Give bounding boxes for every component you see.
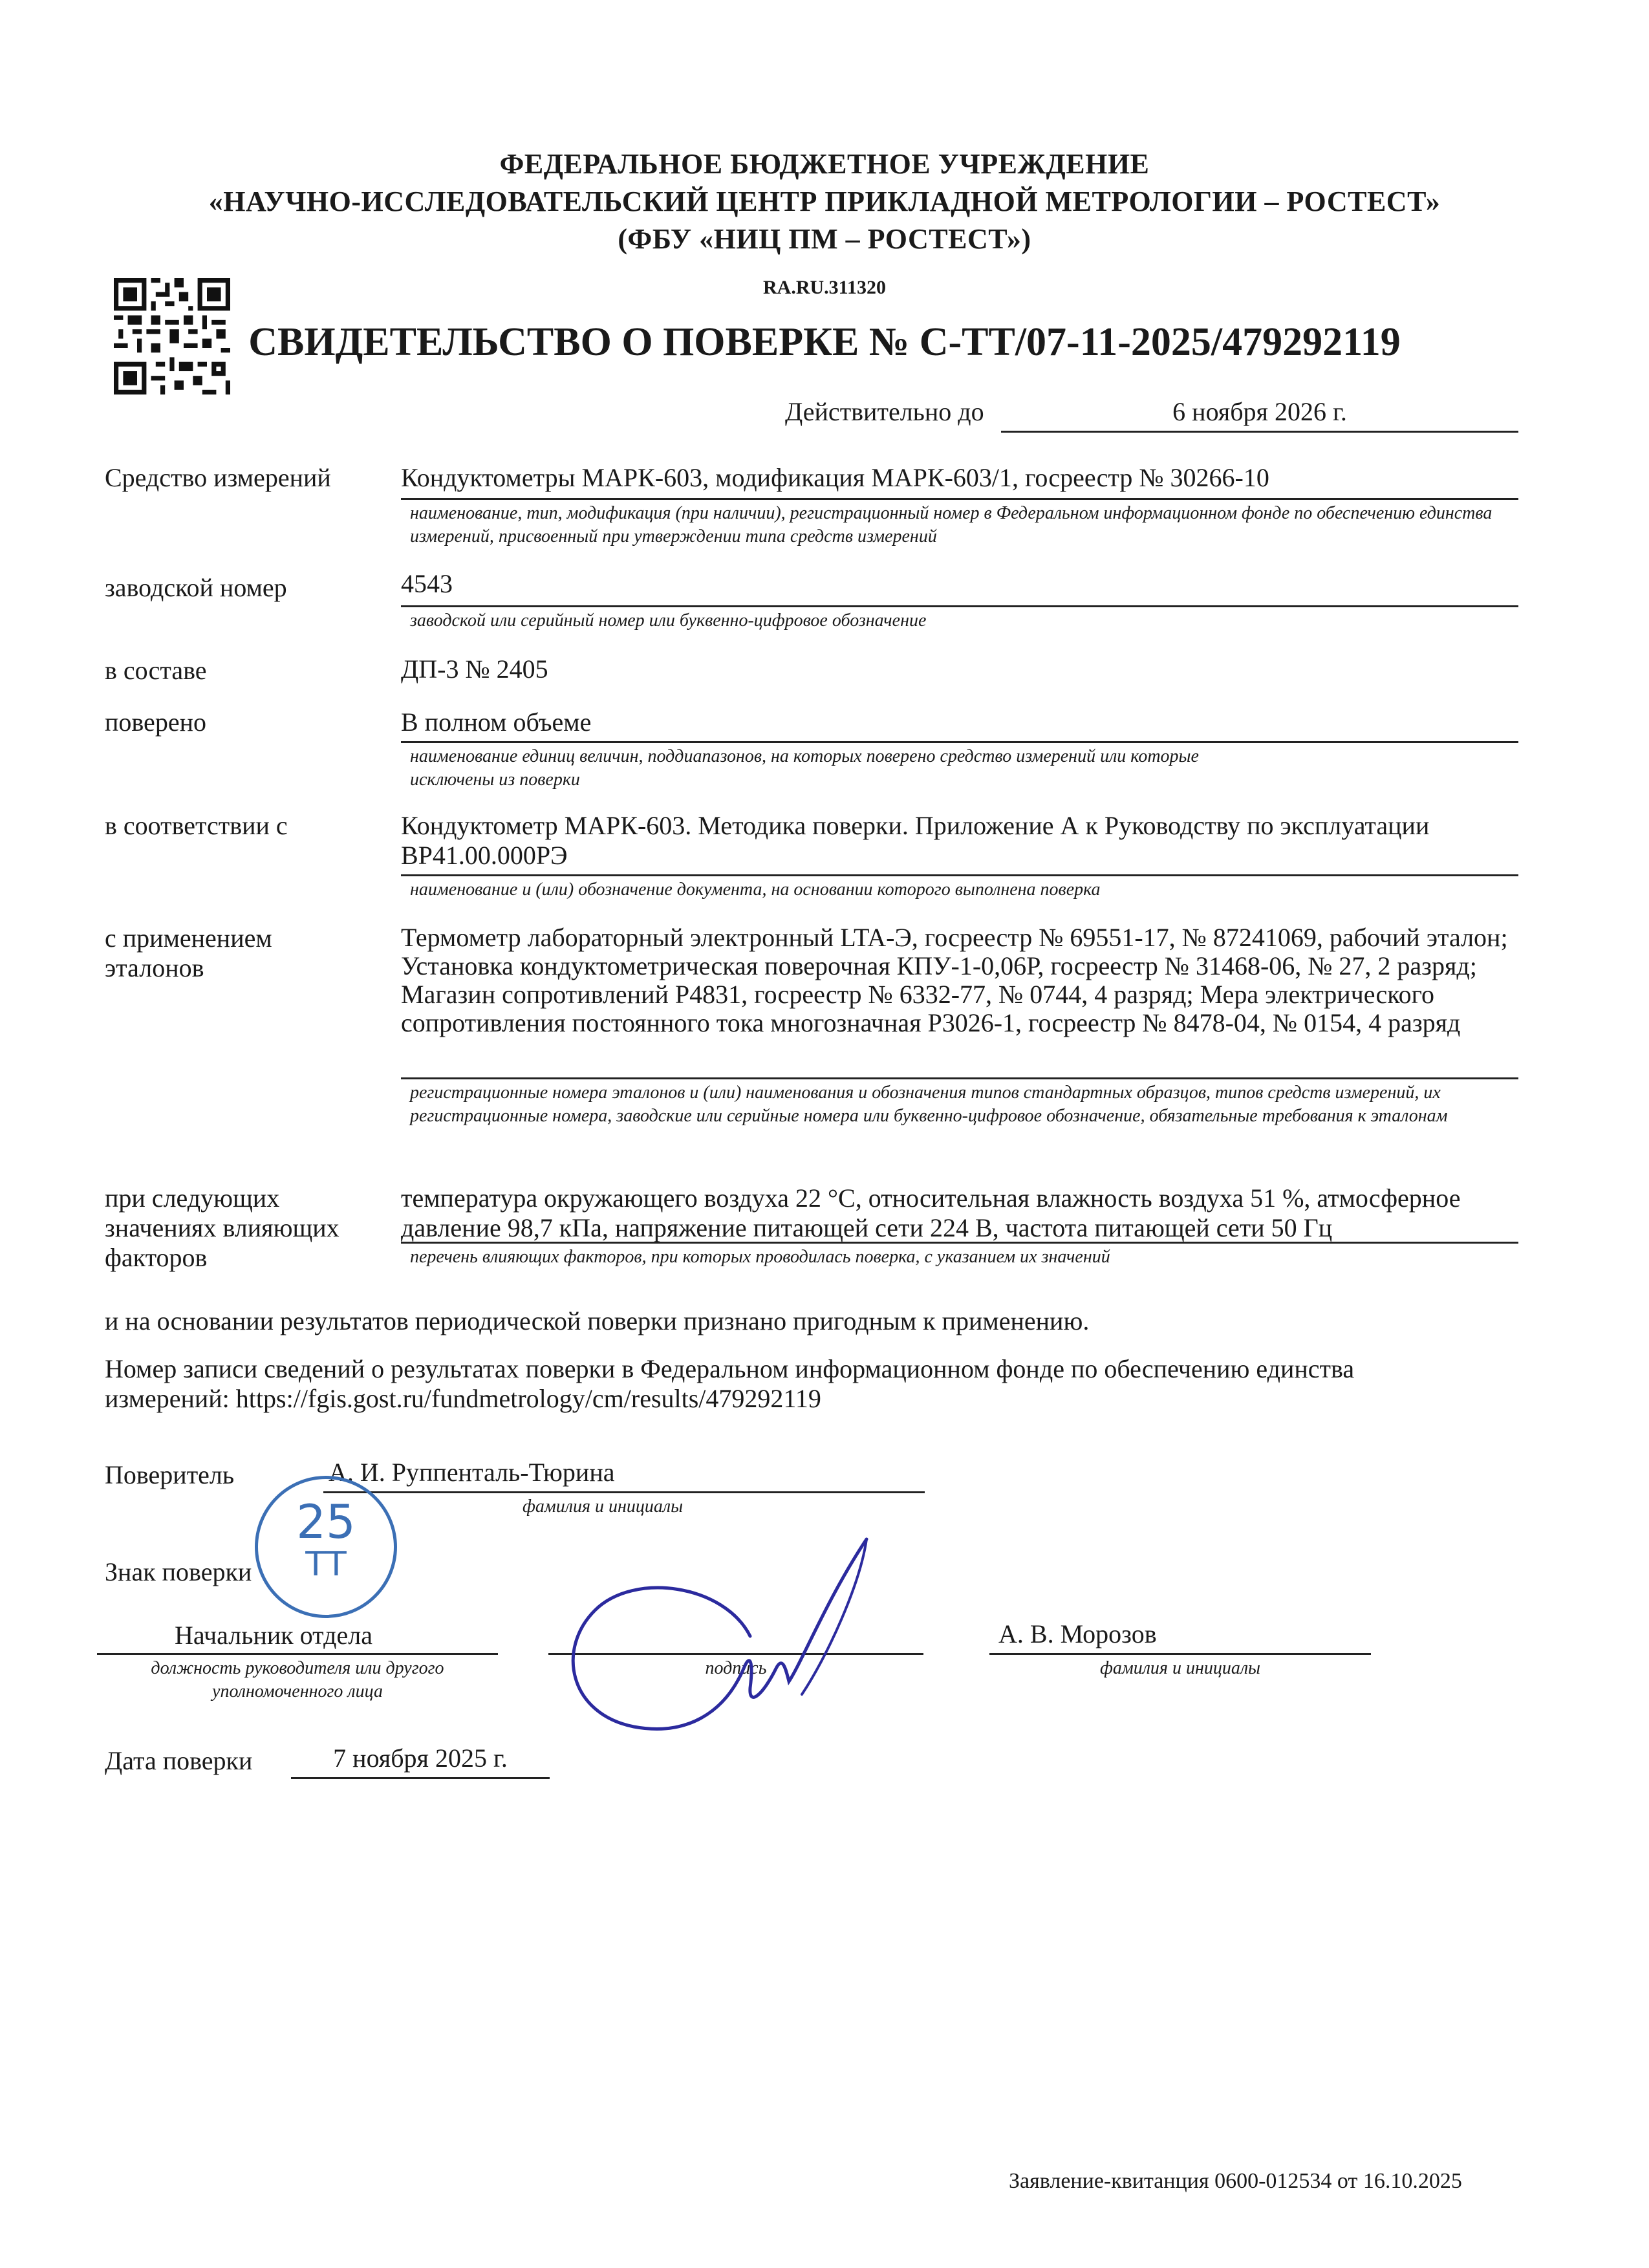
serial-hint: заводской или серийный номер или буквенно-цифровое обозначение: [410, 610, 927, 631]
conditions-label: при следующих значениях влияющих факторов: [105, 1183, 339, 1272]
valid-until-label: Действительно до: [785, 397, 984, 426]
footer-receipt: Заявление-квитанция 0600-012534 от 16.10.2025: [1009, 2169, 1462, 2193]
signature-hint: подпись: [705, 1658, 767, 1678]
stamp-code: ТТ: [305, 1545, 347, 1584]
head-position-hint: должность руководителя или другого уполномоченного лица: [151, 1658, 444, 1701]
according-value: Кондуктометр МАРК-603. Методика поверки. Приложение А к Руководству по эксплуатации ВР41.00.000РЭ: [401, 811, 1430, 870]
org-name-line1: ФЕДЕРАЛЬНОЕ БЮДЖЕТНОЕ УЧРЕЖДЕНИЕ: [499, 148, 1150, 180]
standards-label: с применением эталонов: [105, 923, 272, 982]
verified-hint: наименование единиц величин, поддиапазонов, на которых поверено средство измерений или которые исключены из поверки: [410, 746, 1199, 790]
head-position-underline: [97, 1653, 498, 1655]
verifier-label: Поверитель: [105, 1460, 235, 1489]
instrument-label: Средство измерений: [105, 463, 331, 492]
certificate-title: СВИДЕТЕЛЬСТВО О ПОВЕРКЕ № С-ТТ/07-11-2025/479292119: [248, 320, 1401, 364]
head-name: А. В. Морозов: [998, 1619, 1157, 1648]
head-position: Начальник отдела: [175, 1621, 372, 1650]
verifier-underline: [323, 1491, 925, 1493]
date-value: 7 ноября 2025 г.: [333, 1744, 508, 1773]
composition-value: ДП-3 № 2405: [401, 654, 548, 684]
conclusion-text: и на основании результатов периодической поверки признано пригодным к применению.: [105, 1306, 1090, 1335]
head-name-hint: фамилия и инициалы: [1099, 1658, 1261, 1678]
verified-value: В полном объеме: [401, 707, 592, 737]
verification-stamp: [255, 1476, 397, 1618]
org-name-line2: «НАУЧНО-ИССЛЕДОВАТЕЛЬСКИЙ ЦЕНТР ПРИКЛАДНОЙ МЕТРОЛОГИИ – РОСТЕСТ»: [208, 186, 1441, 217]
conditions-underline: [401, 1242, 1518, 1244]
instrument-underline: [401, 498, 1518, 500]
according-label: в соответствии с: [105, 811, 288, 840]
date-underline: [291, 1777, 550, 1779]
serial-value: 4543: [401, 569, 453, 598]
valid-until-underline: [1001, 431, 1518, 433]
verifier-name: А. И. Руппенталь-Тюрина: [329, 1458, 615, 1487]
according-hint: наименование и (или) обозначение документа, на основании которого выполнена поверка: [410, 880, 1101, 900]
date-label: Дата поверки: [105, 1746, 253, 1775]
stamp-label: Знак поверки: [105, 1557, 252, 1586]
composition-label: в составе: [105, 656, 207, 685]
record-text: Номер записи сведений о результатах поверки в Федеральном информационном фонде по обеспечению единства измерений: https://fgis.gost.ru/fundmetrology/cm/results/479292119: [105, 1354, 1355, 1413]
head-name-underline: [989, 1653, 1371, 1655]
stamp-number: 25: [296, 1495, 356, 1549]
org-short-name: (ФБУ «НИЦ ПМ – РОСТЕСТ»): [618, 223, 1031, 255]
serial-underline: [401, 605, 1518, 607]
verified-label: поверено: [105, 707, 206, 737]
instrument-value: Кондуктометры МАРК-603, модификация МАРК-603/1, госреестр № 30266-10: [401, 463, 1269, 492]
accreditation-number: RA.RU.311320: [762, 277, 886, 298]
signature-icon: [556, 1500, 905, 1785]
verifier-hint: фамилия и инициалы: [523, 1496, 684, 1517]
standards-value: Термометр лабораторный электронный LTA-Э, госреестр № 69551-17, № 87241069, рабочий эталон; Установка кондуктометрическая поверочная КПУ-1-0,06Р, госреестр № 31468-06, № 27, 2 разряд; Магазин сопротивлений Р4831, госреестр № 6332-77, № 0744, 4 разряд; Мера электрического сопротивления постоянного тока многозначная Р3026-1, госреестр № 8478-04, № 0154, 4 разряд: [401, 923, 1508, 1037]
valid-until-value: 6 ноября 2026 г.: [1172, 397, 1347, 426]
standards-underline: [401, 1077, 1518, 1079]
conditions-hint: перечень влияющих факторов, при которых проводилась поверка, с указанием их значений: [410, 1247, 1110, 1267]
instrument-hint: наименование, тип, модификация (при наличии), регистрационный номер в Федеральном информационном фонде по обеспечению единства измерений, присвоенный при утверждении типа средств измерений: [410, 503, 1493, 546]
serial-label: заводской номер: [105, 573, 287, 602]
conditions-value: температура окружающего воздуха 22 °С, относительная влажность воздуха 51 %, атмосферное давление 98,7 кПа, напряжение питающей сети 224 В, частота питающей сети 50 Гц: [401, 1183, 1461, 1242]
verified-underline: [401, 741, 1518, 743]
standards-hint: регистрационные номера эталонов и (или) наименования и обозначения типов стандартных образцов, типов средств измерений, их регистрационные номера, заводские или серийные номера или буквенно-цифровое обозначение, обязательные требования к эталонам: [410, 1083, 1448, 1126]
according-underline: [401, 874, 1518, 876]
